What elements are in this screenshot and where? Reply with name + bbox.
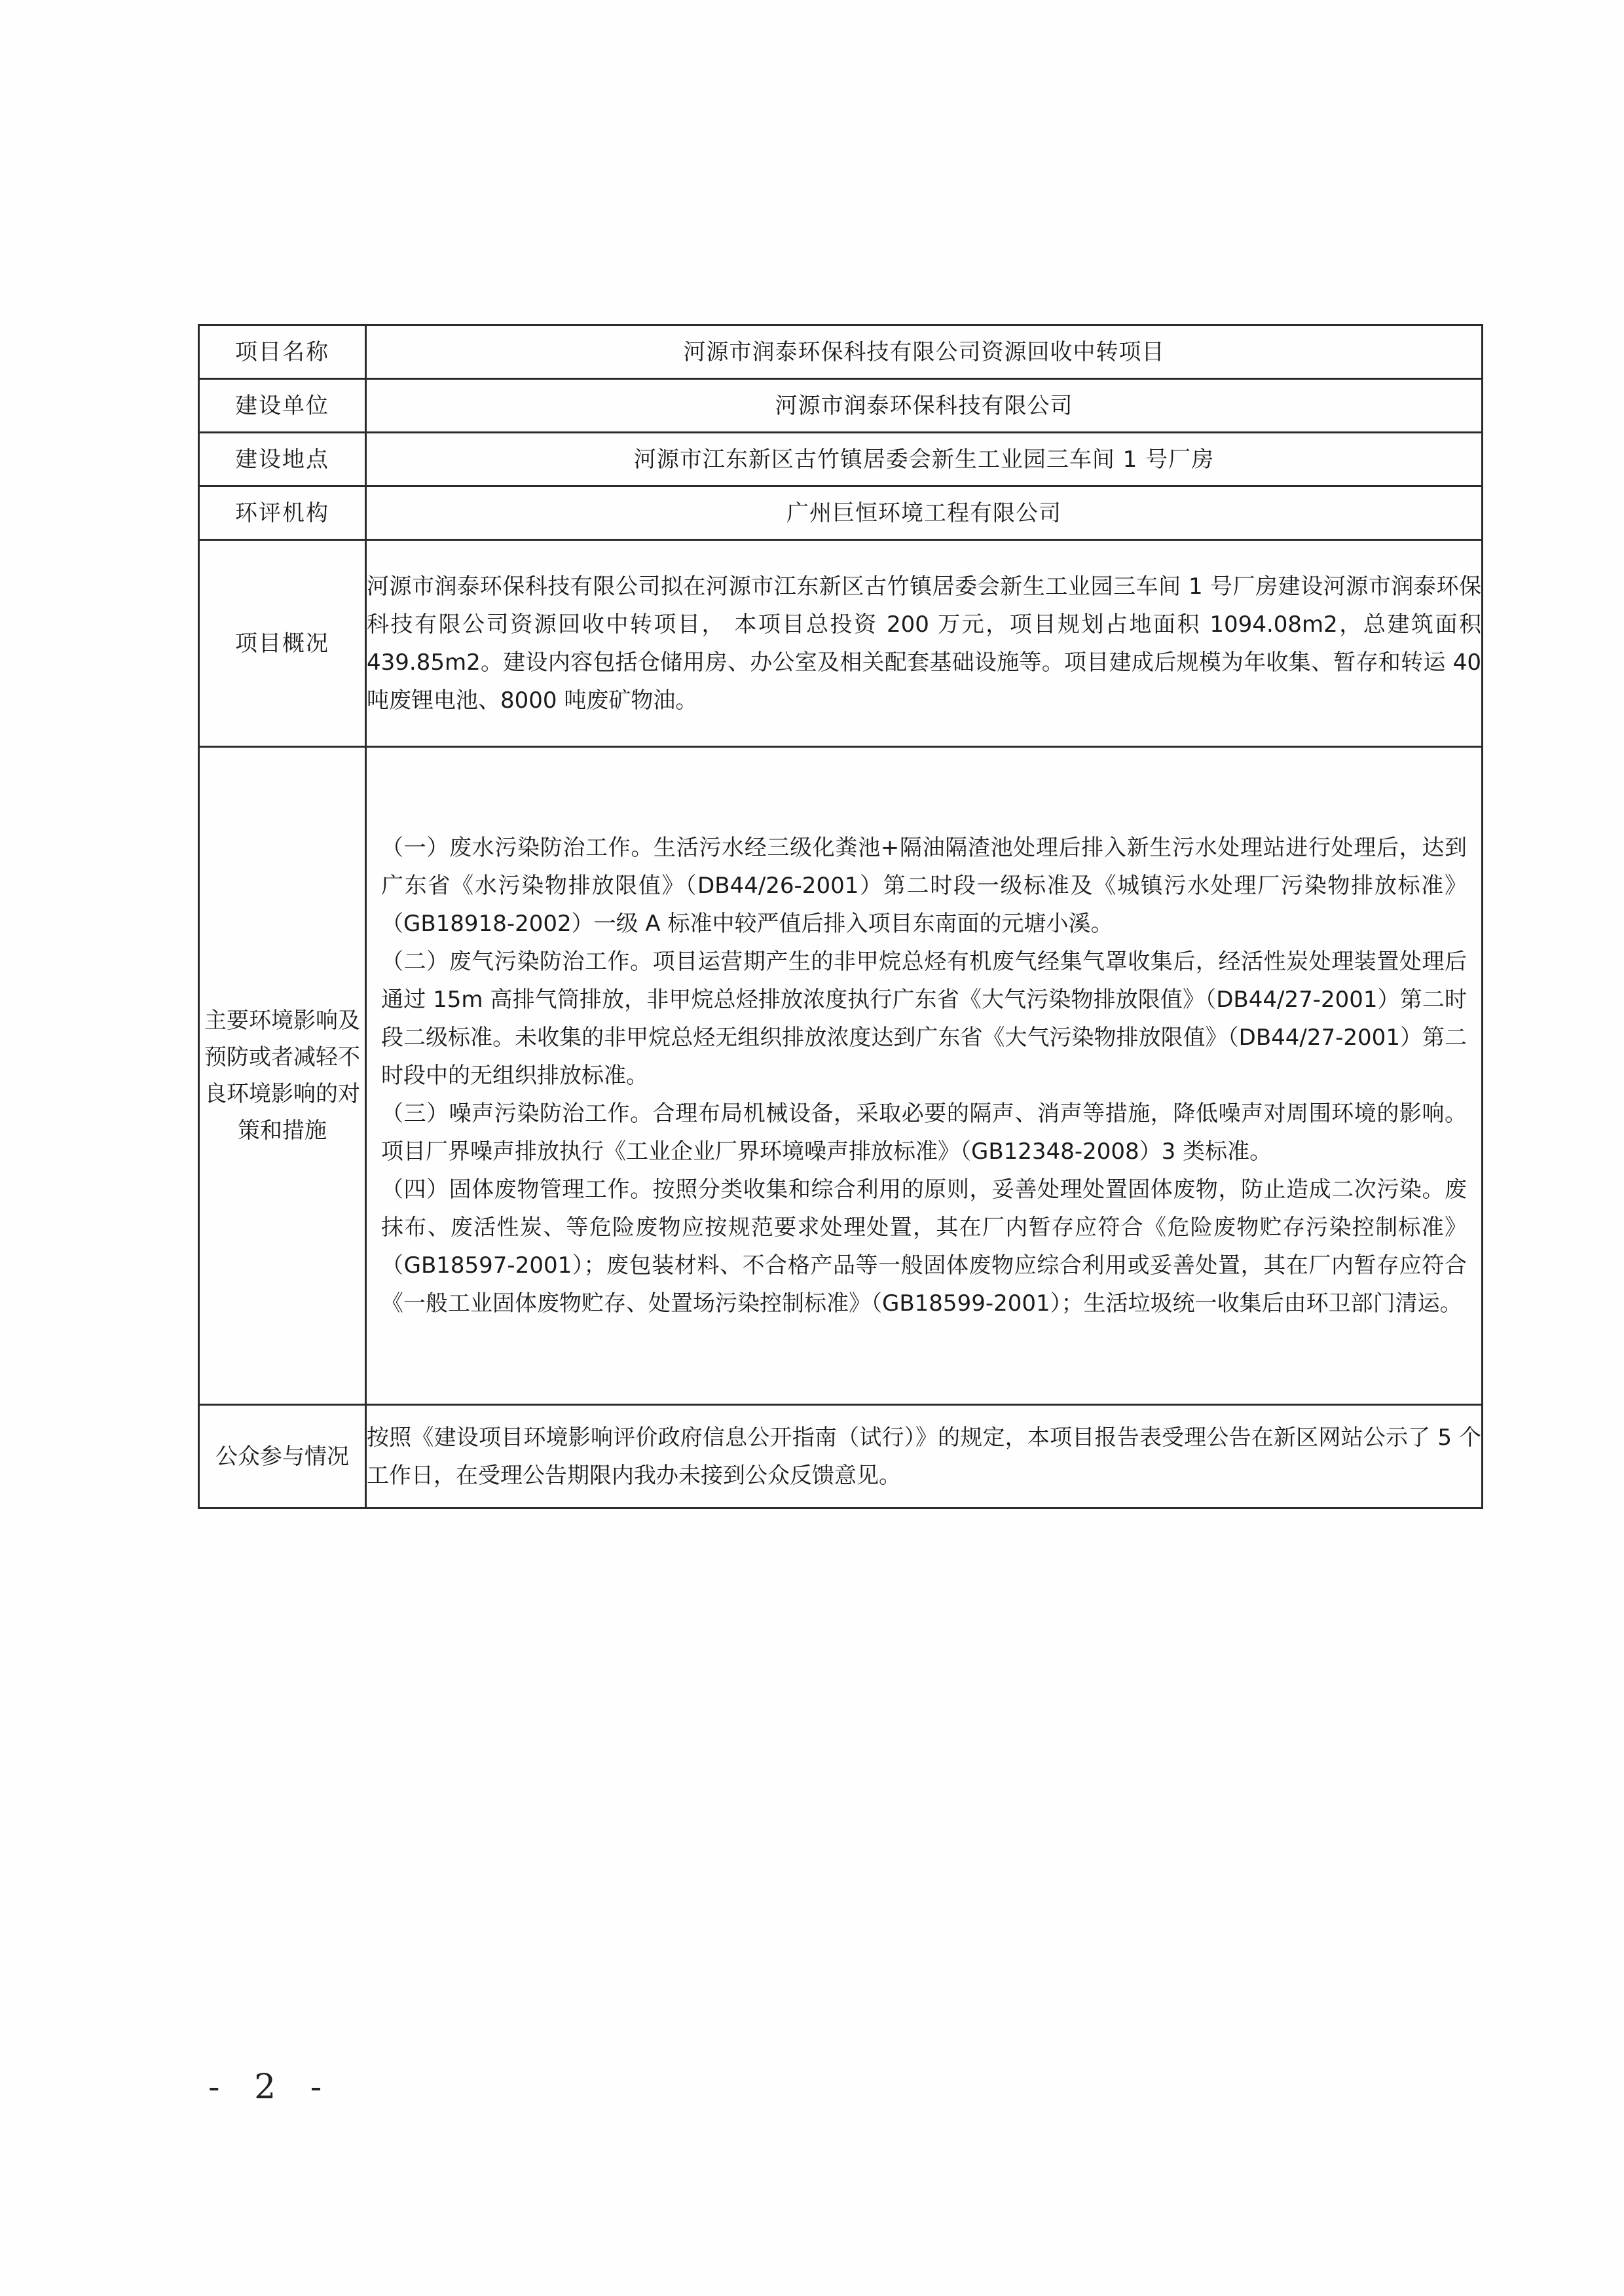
builder-value: 河源市润泰环保科技有限公司	[366, 379, 1483, 433]
row-label-location: 建设地点	[199, 433, 366, 486]
table-row	[199, 540, 1483, 747]
row-label-overview: 项目概况	[199, 540, 366, 747]
row-label-builder: 建设单位	[199, 379, 366, 433]
overview-cell	[366, 540, 1483, 747]
table-row	[199, 486, 1483, 540]
table-row	[199, 747, 1483, 1405]
public-participation-cell	[366, 1405, 1483, 1508]
row-label-eia-agency: 环评机构	[199, 486, 366, 540]
measures-cell	[366, 747, 1483, 1405]
public-participation-text: 按照《建设项目环境影响评价政府信息公开指南（试行）》的规定，本项目报告表受理公告在新区网站公示了 5 个工作日，在受理公告期限内我办未接到公众反馈意见。	[367, 1424, 1481, 1489]
location-value: 河源市江东新区古竹镇居委会新生工业园三车间 1 号厂房	[366, 433, 1483, 486]
row-label-measures: 主要环境影响及预防或者减轻不良环境影响的对策和措施	[199, 747, 366, 1405]
project-info-table	[198, 324, 1483, 1509]
measure-item-exhaust-gas: （二）废气污染防治工作。项目运营期产生的非甲烷总烃有机废气经集气罩收集后，经活性炭处理装置处理后通过 15m 高排气筒排放，非甲烷总烃排放浓度执行广东省《大气污染物排放限值》（DB44/27-2001）第二时段二级标准。未收集的非甲烷总烃无组织排放浓度达到广东省《大气污染物排放限值》（DB44/27-2001）第二时段中的无组织排放标准。	[381, 949, 1467, 1089]
row-label-project-name: 项目名称	[199, 325, 366, 379]
measure-item-solid-waste: （四）固体废物管理工作。按照分类收集和综合利用的原则，妥善处理处置固体废物，防止造成二次污染。废抹布、废活性炭、等危险废物应按规范要求处理处置，其在厂内暂存应符合《危险废物贮存污染控制标准》（GB18597-2001）；废包装材料、不合格产品等一般固体废物应综合利用或妥善处置，其在厂内暂存应符合《一般工业固体废物贮存、处置场污染控制标准》（GB18599-2001）；生活垃圾统一收集后由环卫部门清运。	[381, 1176, 1467, 1317]
table-row	[199, 433, 1483, 486]
overview-text: 河源市润泰环保科技有限公司拟在河源市江东新区古竹镇居委会新生工业园三车间 1 号厂房建设河源市润泰环保科技有限公司资源回收中转项目， 本项目总投资 200 万元，项目规划占地面积 1094.08m2，总建筑面积 439.85m2。建设内容包括仓储用房、办公室及相关配套基础设施等。项目建成后规模为年收集、暂存和转运 40 吨废锂电池、8000 吨废矿物油。	[367, 573, 1481, 714]
page-number: - 2 -	[208, 2068, 334, 2107]
row-label-public-participation: 公众参与情况	[199, 1405, 366, 1508]
table-row	[199, 1405, 1483, 1508]
table-row	[199, 379, 1483, 433]
measure-item-wastewater: （一）废水污染防治工作。生活污水经三级化粪池+隔油隔渣池处理后排入新生污水处理站进行处理后，达到广东省《水污染物排放限值》（DB44/26-2001）第二时段一级标准及《城镇污水处理厂污染物排放标准》（GB18918-2002）一级 A 标准中较严值后排入项目东南面的元塘小溪。	[381, 835, 1467, 937]
measures-list	[367, 829, 1481, 1322]
project-name-value: 河源市润泰环保科技有限公司资源回收中转项目	[366, 325, 1483, 379]
eia-agency-value: 广州巨恒环境工程有限公司	[366, 486, 1483, 540]
measure-item-noise: （三）噪声污染防治工作。合理布局机械设备，采取必要的隔声、消声等措施，降低噪声对周围环境的影响。项目厂界噪声排放执行《工业企业厂界环境噪声排放标准》（GB12348-2008）3 类标准。	[381, 1101, 1467, 1165]
table-row	[199, 325, 1483, 379]
